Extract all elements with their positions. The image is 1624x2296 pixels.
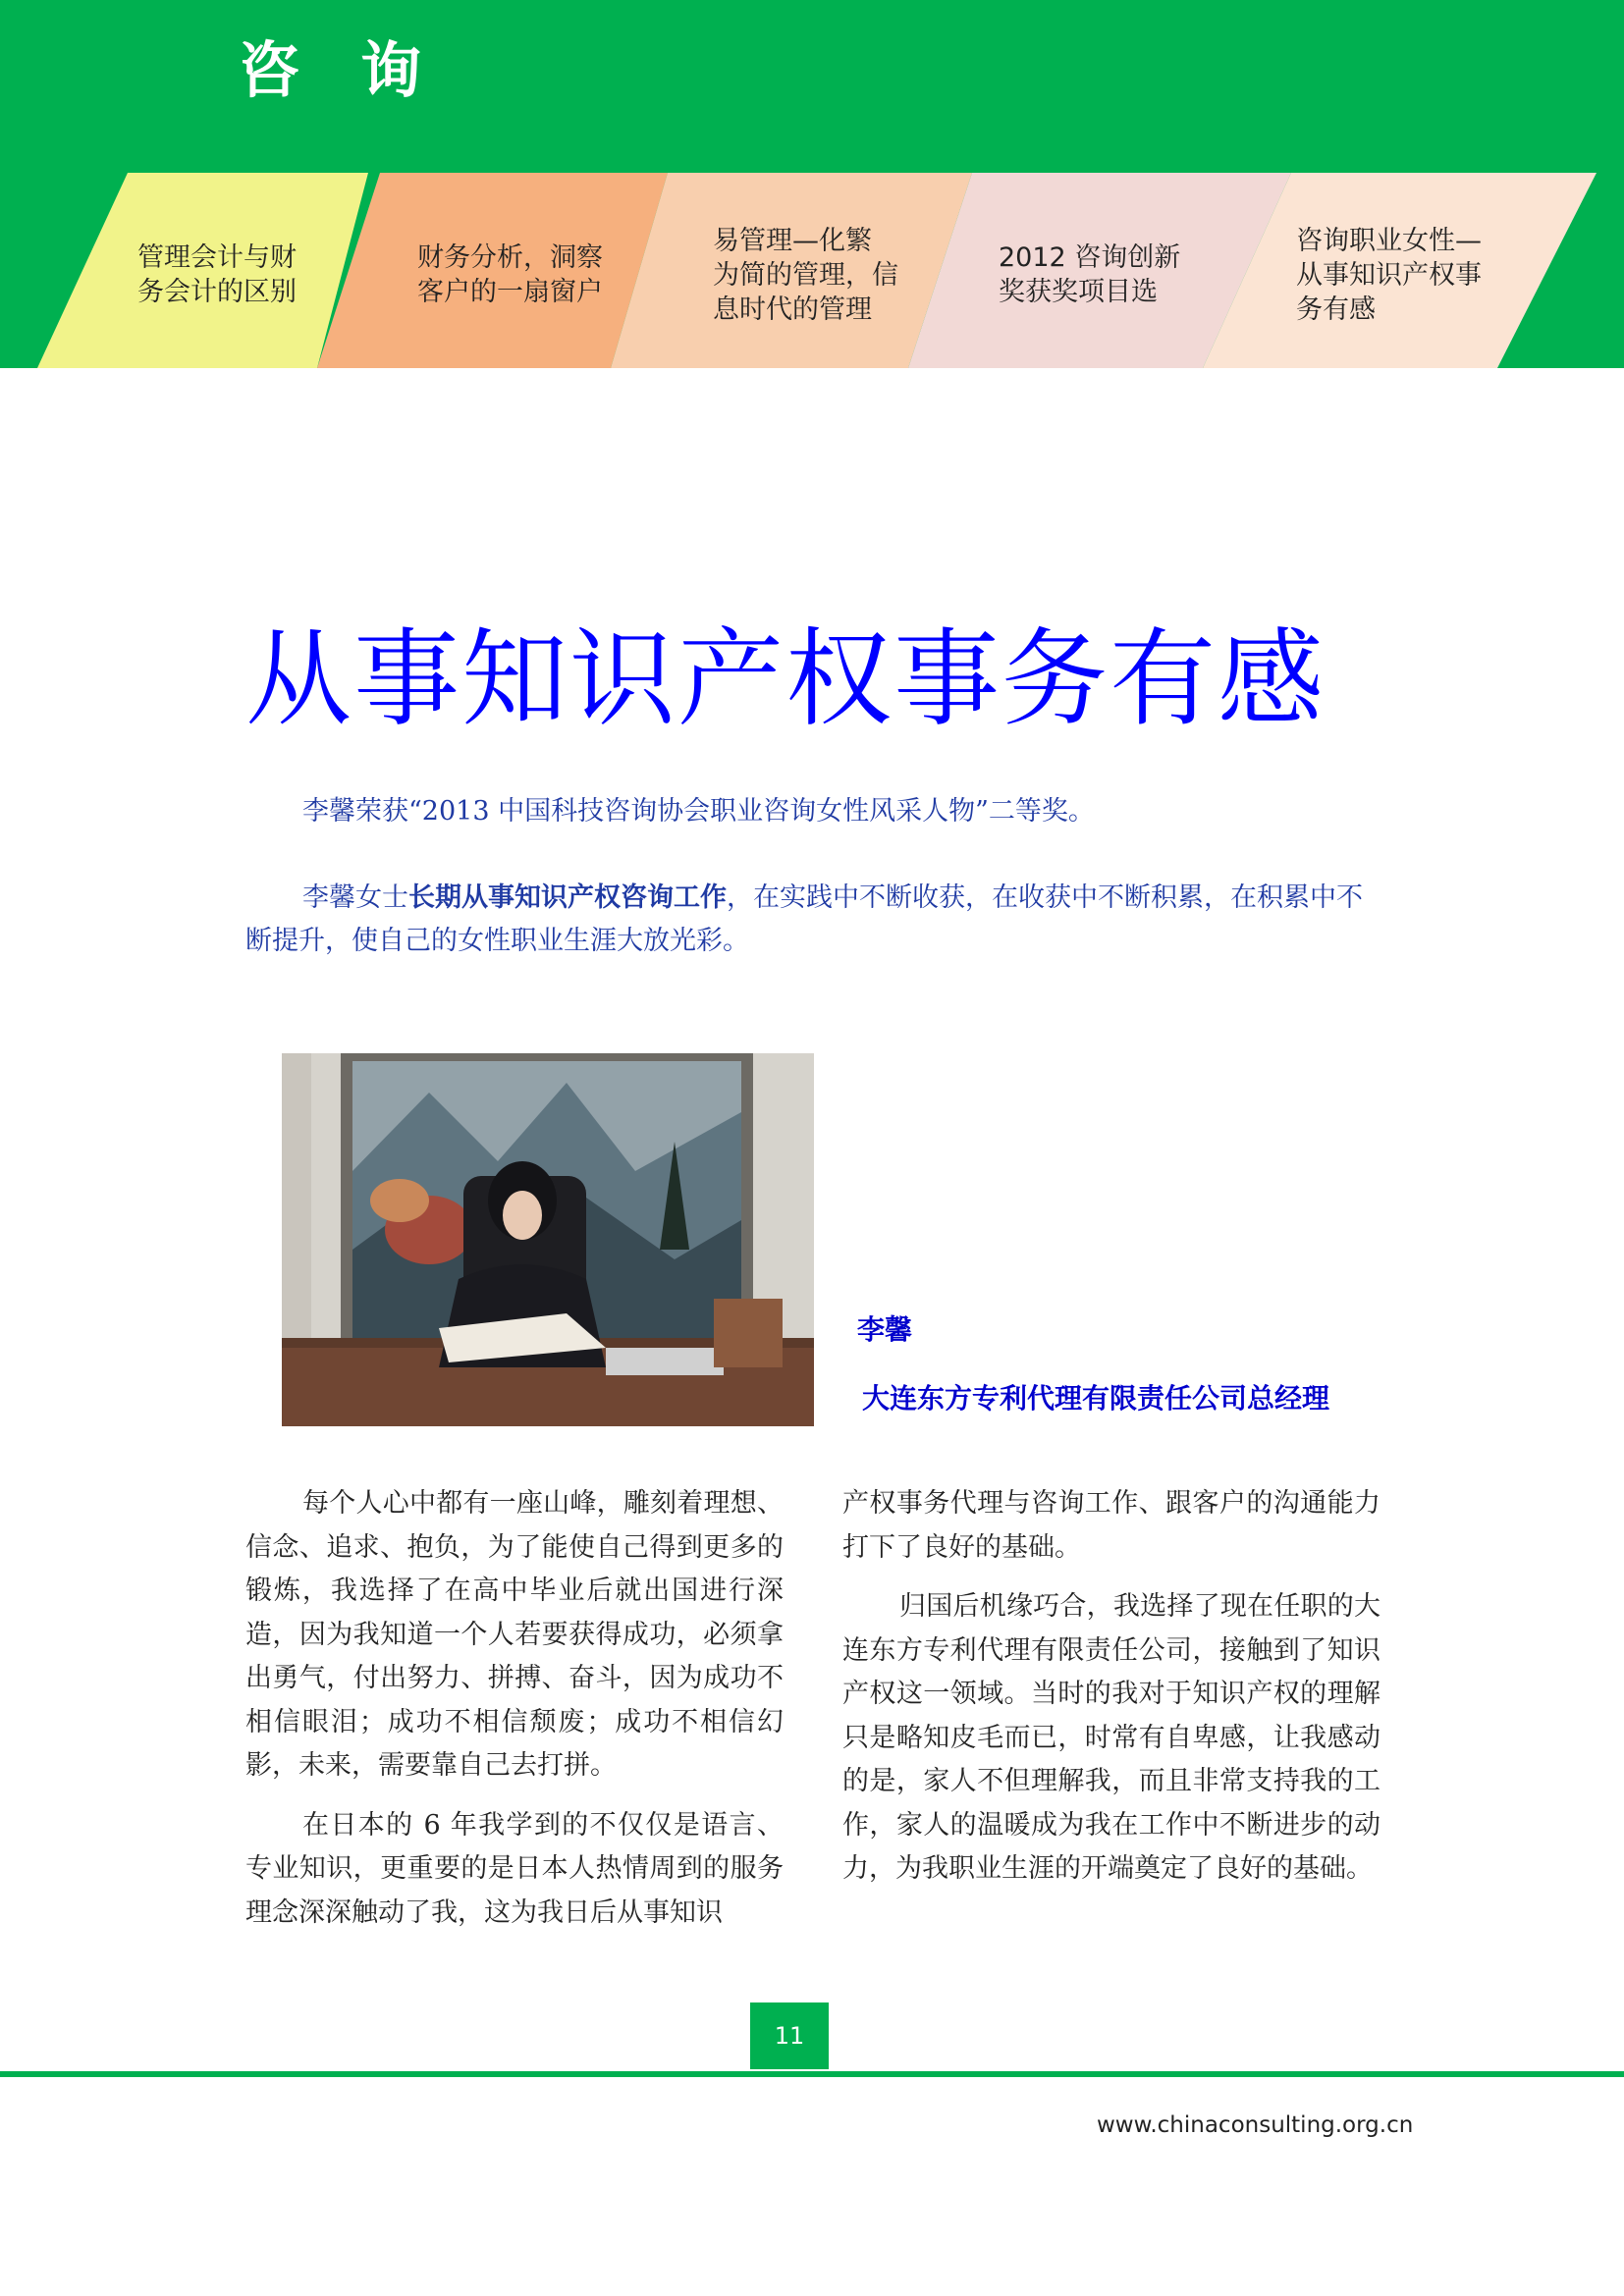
article-title: 从事知识产权事务有感 (245, 618, 1326, 741)
body-paragraph-1: 每个人心中都有一座山峰，雕刻着理想、信念、追求、抱负，为了能使自己得到更多的锻炼，我选择了在高中毕业后就出国进行深造，因为我知道一个人若要获得成功，必须拿出勇气，付出努力、拼搏、奋斗，因为成功不相信眼泪；成功不相信颓废；成功不相信幻影，未来，需要靠自己去打拼。 (245, 1488, 784, 1781)
tab-easy-management[interactable]: 易管理—化繁 为简的管理，信 息时代的管理 (713, 225, 898, 325)
footer-divider (0, 2071, 1624, 2077)
body-paragraph-2-continued: 产权事务代理与咨询工作、跟客户的沟通能力打下了良好的基础。 (842, 1488, 1380, 1563)
award-statement: 李馨荣获“2013 中国科技咨询协会职业咨询女性风采人物”二等奖。 (302, 796, 1095, 827)
tab-financial-analysis[interactable]: 财务分析，洞察 客户的一扇窗户 (417, 242, 603, 307)
body-paragraph-3: 归国后机缘巧合，我选择了现在任职的大连东方专利代理有限责任公司，接触到了知识产权这一领域。当时的我对于知识产权的理解只是略知皮毛而已，时常有自卑感，让我感动的是，家人不但理解我，而且非常支持我的工作，家人的温暖成为我在工作中不断进步的动力，为我职业生涯的开端奠定了良好的基础。 (842, 1591, 1380, 1884)
portrait-photo (282, 1053, 814, 1426)
page-number: 11 (750, 2002, 829, 2069)
intro-highlight: 长期从事知识产权咨询工作 (408, 882, 727, 913)
tab-women-consultants[interactable]: 咨询职业女性— 从事知识产权事 务有感 (1296, 225, 1482, 325)
tab-2012-innovation-award[interactable]: 2012 咨询创新 奖获奖项目选 (999, 242, 1181, 307)
caption-name: 李馨 (857, 1313, 913, 1346)
intro-paragraph: 李馨女士长期从事知识产权咨询工作，在实践中不断收获，在收获中不断积累，在积累中不断提升，使自己的女性职业生涯大放光彩。 (245, 882, 1363, 956)
body-paragraph-2: 在日本的 6 年我学到的不仅仅是语言、专业知识，更重要的是日本人热情周到的服务理念深深触动了我，这为我日后从事知识 (245, 1809, 784, 1928)
column-left (245, 1482, 784, 1950)
section-title: 咨询 (239, 34, 483, 106)
footer-url[interactable]: www.chinaconsulting.org.cn (1097, 2112, 1414, 2138)
caption-role: 大连东方专利代理有限责任公司总经理 (862, 1382, 1330, 1415)
header-banner (0, 0, 1624, 368)
tab-management-accounting[interactable]: 管理会计与财 务会计的区别 (137, 242, 297, 307)
column-right (842, 1482, 1380, 1907)
